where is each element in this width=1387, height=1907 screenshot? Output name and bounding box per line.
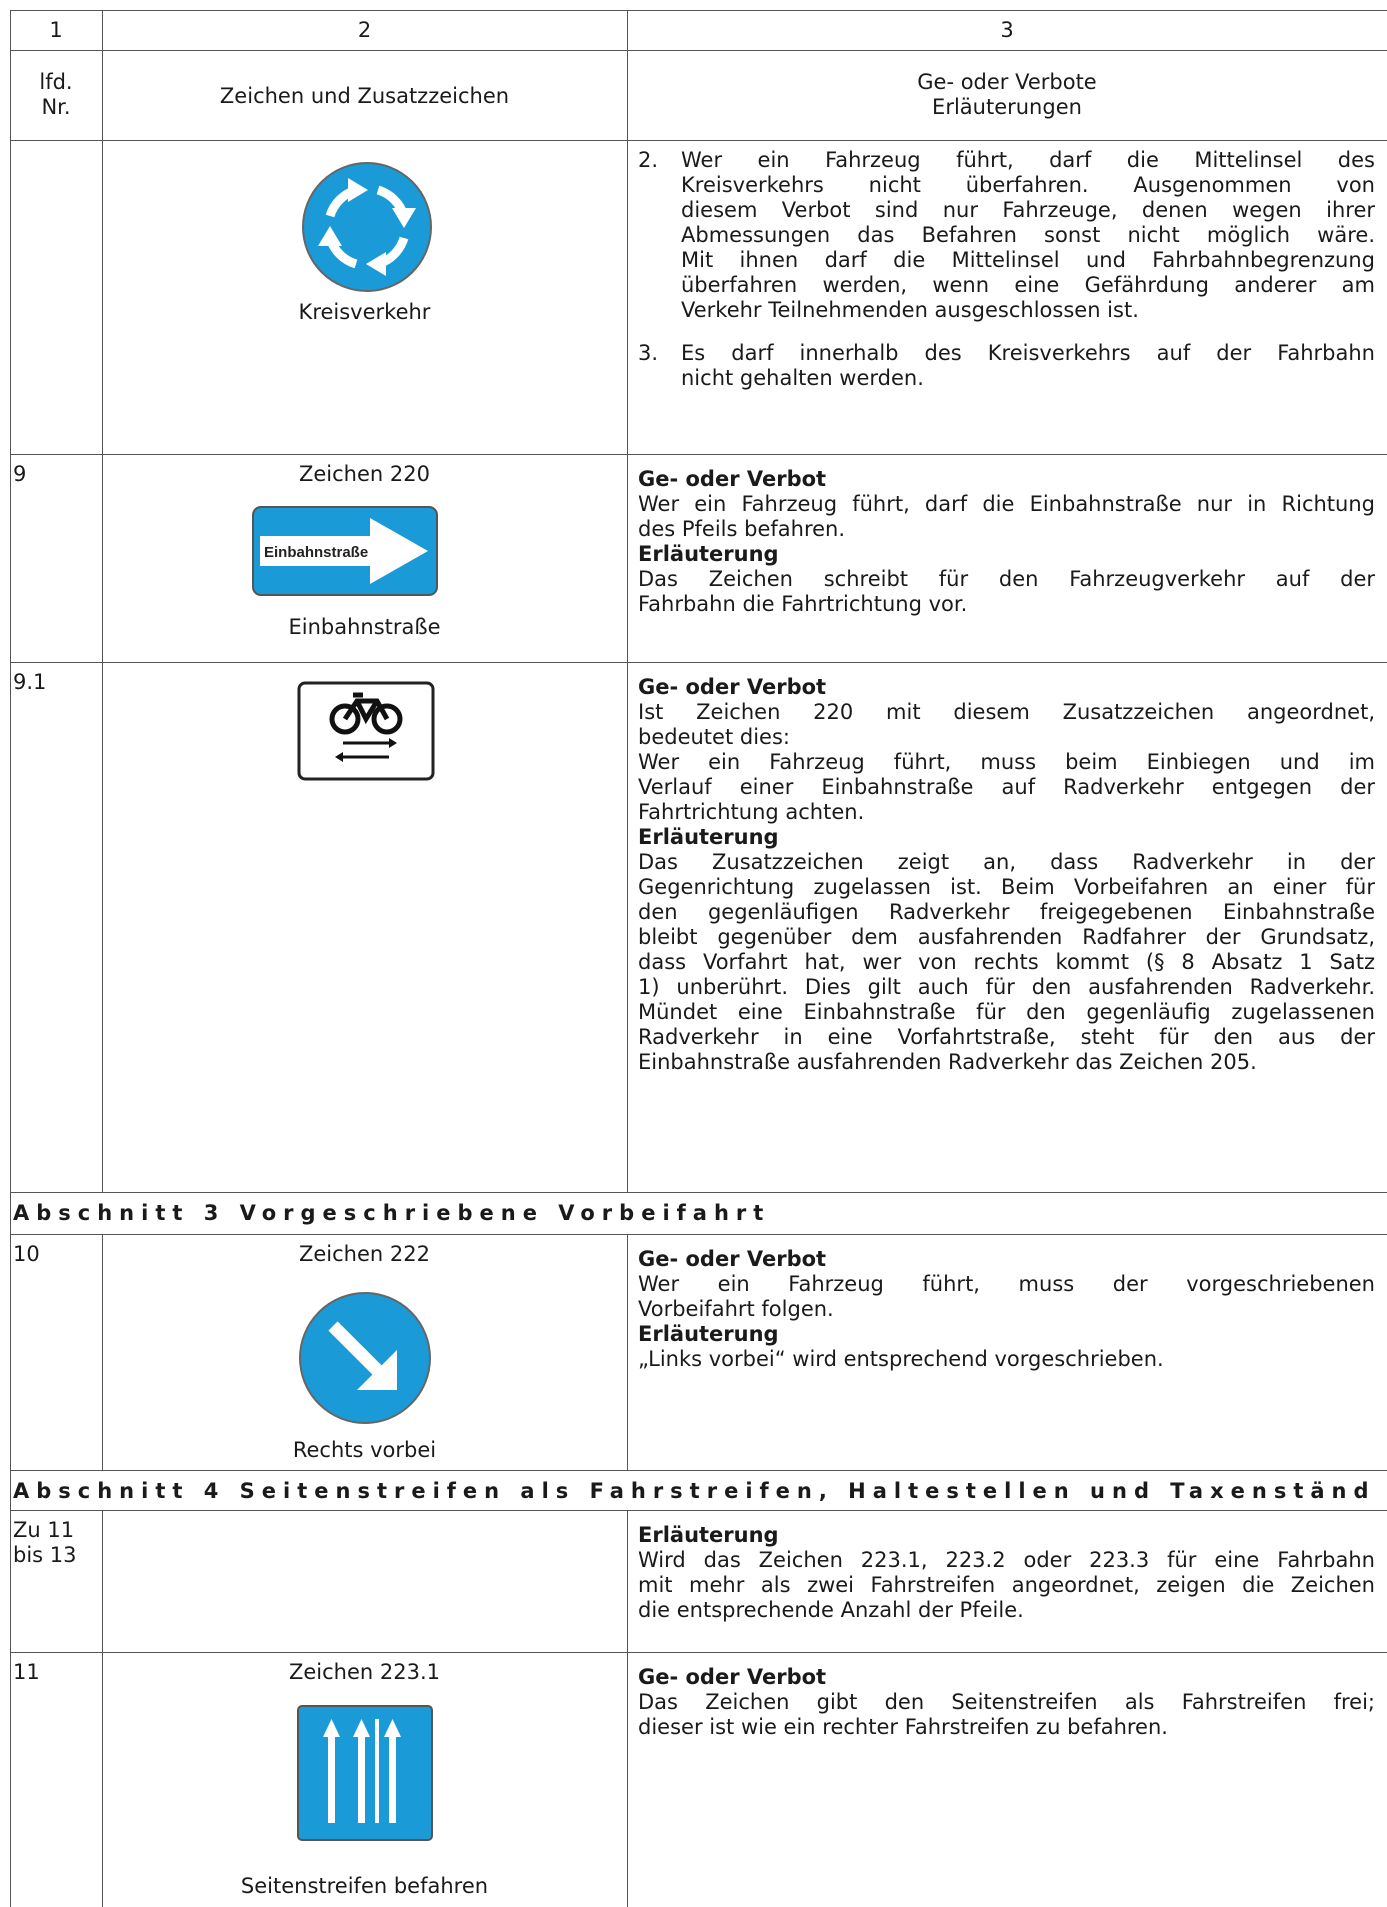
sign-title: Zeichen 222 [299,1242,430,1266]
sign-caption: Einbahnstraße [288,615,441,639]
text-line: Fahrbahn die Fahrtrichtung vor. [638,592,968,616]
text-line: Gegenrichtung zugelassen ist. Beim Vorbeifahren an einer für [638,875,1375,899]
text-line: 1) unberührt. Dies gilt auch für den ausfahrenden Radverkehr. [638,975,1375,999]
text-line: mit mehr als zwei Fahrstreifen angeordnet, zeigen die Zeichen [638,1573,1375,1597]
table-border-left [10,10,11,1907]
bicycle-both-directions-sign-icon [297,681,435,781]
text-line: die entsprechende Anzahl der Pfeile. [638,1598,1024,1622]
column-divider [102,1234,103,1471]
row-divider [10,50,1387,51]
row-divider [10,1234,1387,1235]
item-text-line: nicht gehalten werden. [681,366,924,390]
text-line: Vorbeifahrt folgen. [638,1297,834,1321]
row-number: 9 [13,462,27,486]
section-title: Abschnitt 4 Seitenstreifen als Fahrstreifen, Haltestellen und Taxenständ [13,1479,1376,1503]
row-divider [10,662,1387,663]
text-line: Wer ein Fahrzeug führt, darf die Einbahnstraße nur in Richtung [638,492,1375,516]
section-heading: Erläuterung [638,1322,779,1346]
column-number-3: 3 [1000,18,1014,42]
section-heading: Ge- oder Verbot [638,467,827,491]
column-number-2: 2 [357,18,372,42]
item-number: 2. [638,148,659,172]
item-text-line: Wer ein Fahrzeug führt, darf die Mittelinsel des [681,148,1375,172]
item-text-line: Kreisverkehrs nicht überfahren. Ausgenommen von [681,173,1375,197]
column-header-nr-line2: Nr. [41,95,71,119]
one-way-sign-text: Einbahnstraße [264,544,369,561]
item-text-line: Mit ihnen darf die Mittelinsel und Fahrbahnbegrenzung [681,248,1375,272]
text-line: Radverkehr in eine Vorfahrtstraße, steht für den aus der [638,1025,1375,1049]
text-line: bleibt gegenüber dem ausfahrenden Radfahrer der Grundsatz, [638,925,1375,949]
column-header-zeichen: Zeichen und Zusatzzeichen [219,84,510,108]
row-divider [10,1470,1387,1471]
sign-caption: Rechts vorbei [292,1438,437,1462]
text-line: Das Zeichen gibt den Seitenstreifen als Fahrstreifen frei; [638,1690,1375,1714]
item-text-line: diesem Verbot sind nur Fahrzeuge, denen wegen ihrer [681,198,1375,222]
sign-caption: Seitenstreifen befahren [240,1874,489,1898]
section-heading: Ge- oder Verbot [638,675,827,699]
row-number: 11 [13,1660,40,1684]
row-divider [10,140,1387,141]
item-text-line: überfahren werden, wenn eine Gefährdung anderer am [681,273,1375,297]
text-line: dass Vorfahrt hat, wer von rechts kommt (§ 8 Absatz 1 Satz [638,950,1375,974]
text-line: Fahrtrichtung achten. [638,800,865,824]
column-divider [627,1234,628,1471]
item-text-line: Verkehr Teilnehmenden ausgeschlossen ist. [681,298,1139,322]
column-header-nr-line1: lfd. [39,70,73,94]
section-heading: Erläuterung [638,1523,779,1547]
item-text-line: Abmessungen das Befahren sonst nicht möglich wäre. [681,223,1375,247]
text-line: Ist Zeichen 220 mit diesem Zusatzzeichen angeordnet, [638,700,1375,724]
text-line: Wer ein Fahrzeug führt, muss der vorgeschriebenen [638,1272,1375,1296]
column-divider [627,10,628,1193]
section-heading: Ge- oder Verbot [638,1247,827,1271]
section-heading: Ge- oder Verbot [638,1665,827,1689]
text-line: bedeutet dies: [638,725,790,749]
text-line: den gegenläufigen Radverkehr freigegebenen Einbahnstraße [638,900,1375,924]
row-divider [10,1652,1387,1653]
column-header-verbote: Ge- oder Verbote [917,70,1097,94]
table-border-top [10,10,1387,11]
column-number-1: 1 [49,18,63,42]
section-heading: Erläuterung [638,825,779,849]
section-heading: Erläuterung [638,542,779,566]
text-line: Einbahnstraße ausfahrenden Radverkehr das Zeichen 205. [638,1050,1257,1074]
section-title: Abschnitt 3 Vorgeschriebene Vorbeifahrt [13,1201,771,1225]
sign-title: Zeichen 220 [299,462,430,486]
text-line: des Pfeils befahren. [638,517,846,541]
text-line: Das Zeichen schreibt für den Fahrzeugverkehr auf der [638,567,1375,591]
column-divider [102,1510,103,1907]
row-number-line2: bis 13 [13,1543,77,1567]
sign-caption: Kreisverkehr [298,300,431,324]
one-way-sign-icon [252,506,438,596]
row-divider [10,1510,1387,1511]
item-text-line: Es darf innerhalb des Kreisverkehrs auf der Fahrbahn [681,341,1375,365]
text-line: Mündet eine Einbahnstraße für den gegenläufig zugelassenen [638,1000,1375,1024]
row-number: 9.1 [13,670,47,694]
column-divider [102,10,103,1193]
text-line: dieser ist wie ein rechter Fahrstreifen zu befahren. [638,1715,1168,1739]
keep-right-sign-icon [297,1290,433,1426]
text-line: Verlauf einer Einbahnstraße auf Radverkehr entgegen der [638,775,1375,799]
text-line: „Links vorbei“ wird entsprechend vorgeschrieben. [638,1347,1164,1371]
row-divider [10,454,1387,455]
row-number-line1: Zu 11 [13,1518,75,1542]
column-header-erlaeuterungen: Erläuterungen [932,95,1082,119]
column-divider [627,1510,628,1907]
text-line: Das Zusatzzeichen zeigt an, dass Radverkehr in der [638,850,1375,874]
roundabout-sign-icon [300,160,434,294]
row-divider [10,1192,1387,1193]
row-number: 10 [13,1242,40,1266]
text-line: Wer ein Fahrzeug führt, muss beim Einbiegen und im [638,750,1375,774]
item-number: 3. [638,341,659,365]
sign-title: Zeichen 223.1 [288,1660,441,1684]
text-line: Wird das Zeichen 223.1, 223.2 oder 223.3 für eine Fahrbahn [638,1548,1375,1572]
hard-shoulder-lane-sign-icon [297,1705,433,1841]
